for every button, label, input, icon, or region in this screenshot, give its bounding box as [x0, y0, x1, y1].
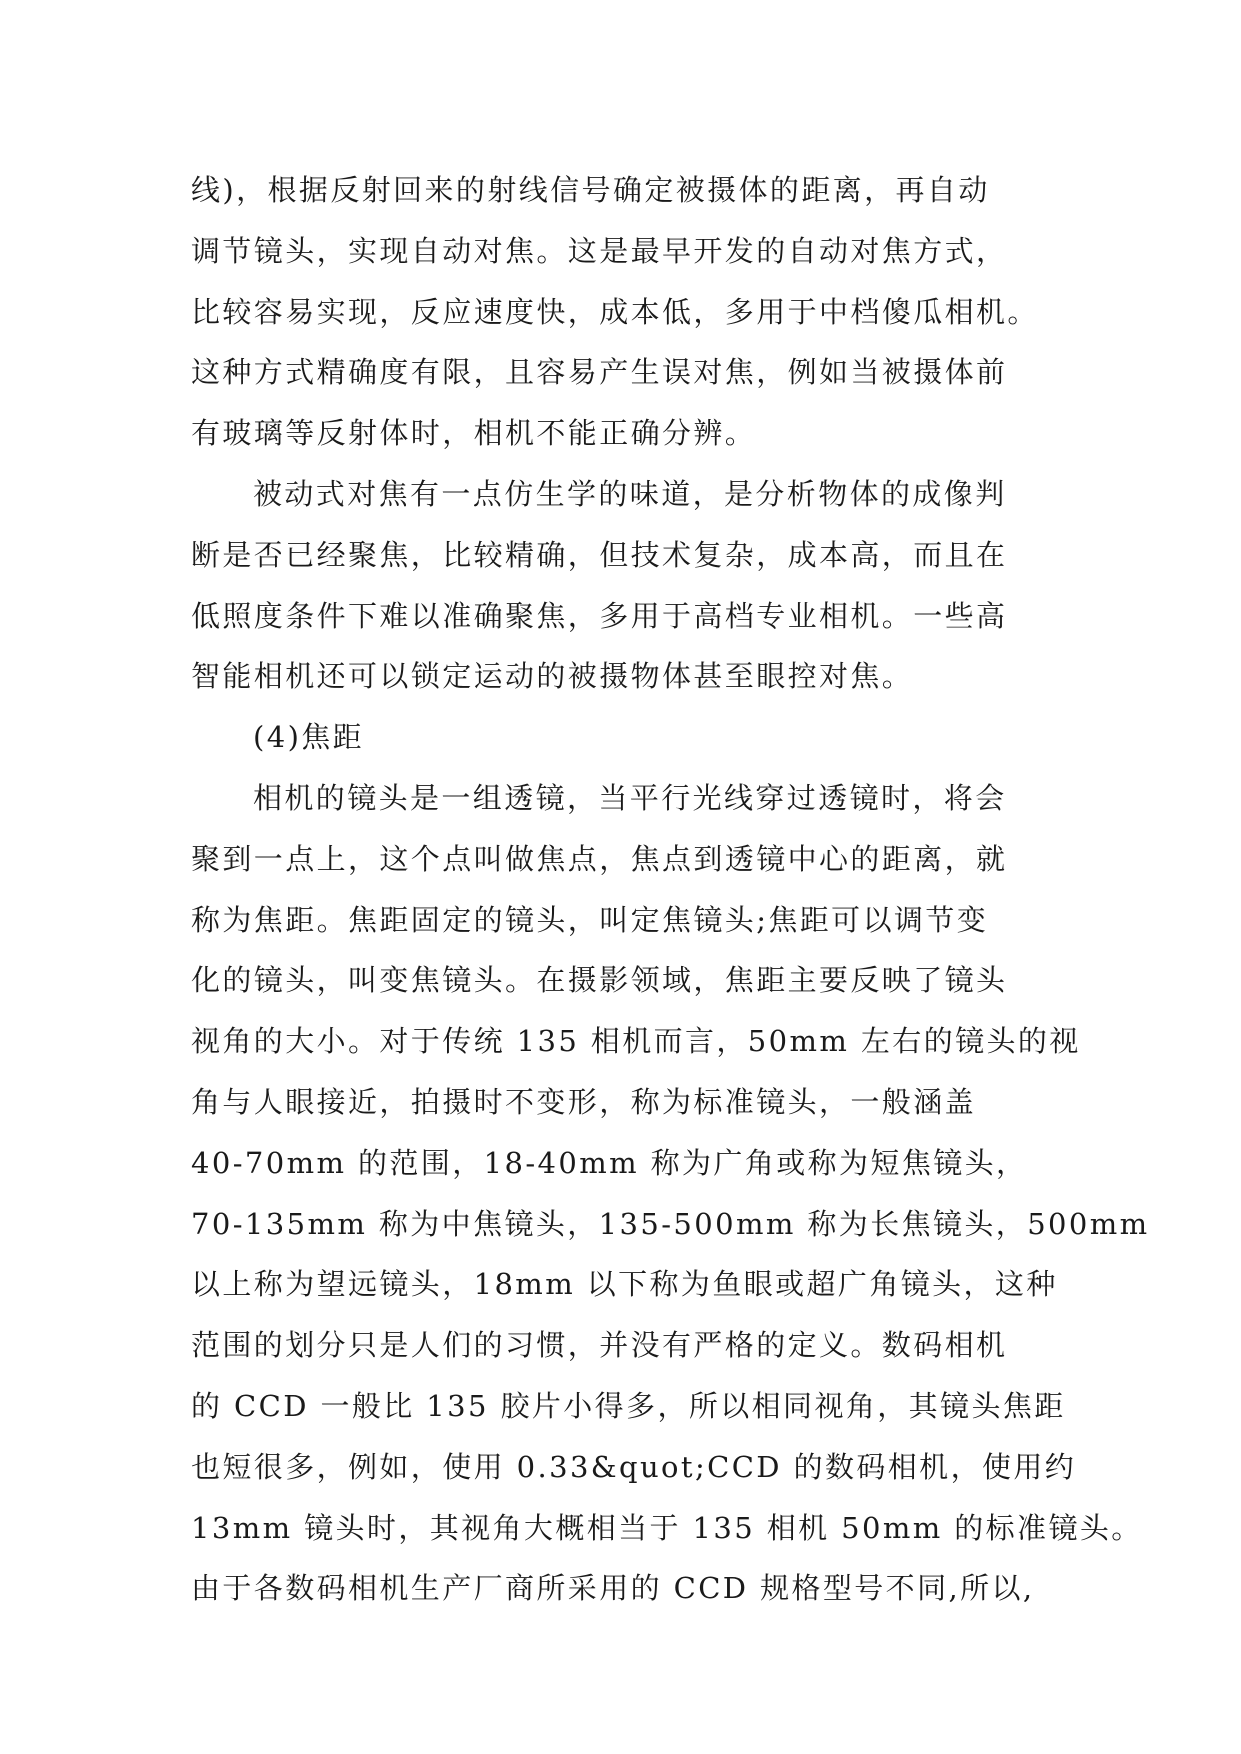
text-line: 13mm 镜头时，其视角大概相当于 135 相机 50mm 的标准镜头。	[191, 1510, 1143, 1545]
text-line: 这种方式精确度有限，且容易产生误对焦，例如当被摄体前	[191, 355, 1008, 390]
text-line: 化的镜头，叫变焦镜头。在摄影领域，焦距主要反映了镜头	[191, 963, 1008, 998]
body-text	[191, 160, 1150, 1619]
text-line: 智能相机还可以锁定运动的被摄物体甚至眼控对焦。	[191, 659, 914, 694]
text-line: 聚到一点上，这个点叫做焦点，焦点到透镜中心的距离，就	[191, 841, 1008, 876]
text-line: 视角的大小。对于传统 135 相机而言，50mm 左右的镜头的视	[191, 1024, 1081, 1059]
paragraph-start-line: 被动式对焦有一点仿生学的味道，是分析物体的成像判	[253, 476, 1007, 511]
text-line: 比较容易实现，反应速度快，成本低，多用于中档傻瓜相机。	[191, 294, 1039, 329]
text-line: 40-70mm 的范围，18-40mm 称为广角或称为短焦镜头，	[191, 1145, 1028, 1180]
text-line: 的 CCD 一般比 135 胶片小得多，所以相同视角，其镜头焦距	[191, 1388, 1066, 1423]
text-line: 低照度条件下难以准确聚焦，多用于高档专业相机。一些高	[191, 598, 1008, 633]
text-line: 线)，根据反射回来的射线信号确定被摄体的距离，再自动	[191, 173, 990, 207]
text-line: 也短很多，例如，使用 0.33&quot;CCD 的数码相机，使用约	[191, 1449, 1077, 1484]
text-line: 以上称为望远镜头，18mm 以下称为鱼眼或超广角镜头，这种	[191, 1267, 1058, 1302]
text-line: 角与人眼接近，拍摄时不变形，称为标准镜头，一般涵盖	[191, 1084, 977, 1119]
text-line: 70-135mm 称为中焦镜头，135-500mm 称为长焦镜头，500mm	[191, 1206, 1150, 1241]
text-line: 断是否已经聚焦，比较精确，但技术复杂，成本高，而且在	[191, 537, 1008, 572]
text-line: 调节镜头，实现自动对焦。这是最早开发的自动对焦方式，	[191, 233, 1008, 268]
text-line: 范围的划分只是人们的习惯，并没有严格的定义。数码相机	[191, 1328, 1008, 1363]
paragraph-start-line: 相机的镜头是一组透镜，当平行光线穿过透镜时，将会	[253, 780, 1007, 815]
text-line: 称为焦距。焦距固定的镜头，叫定焦镜头;焦距可以调节变	[191, 902, 989, 937]
text-line: 有玻璃等反射体时，相机不能正确分辨。	[191, 416, 757, 451]
section-heading: (4)焦距	[253, 720, 365, 755]
text-line: 由于各数码相机生产厂商所采用的 CCD 规格型号不同,所以,	[191, 1571, 1035, 1606]
